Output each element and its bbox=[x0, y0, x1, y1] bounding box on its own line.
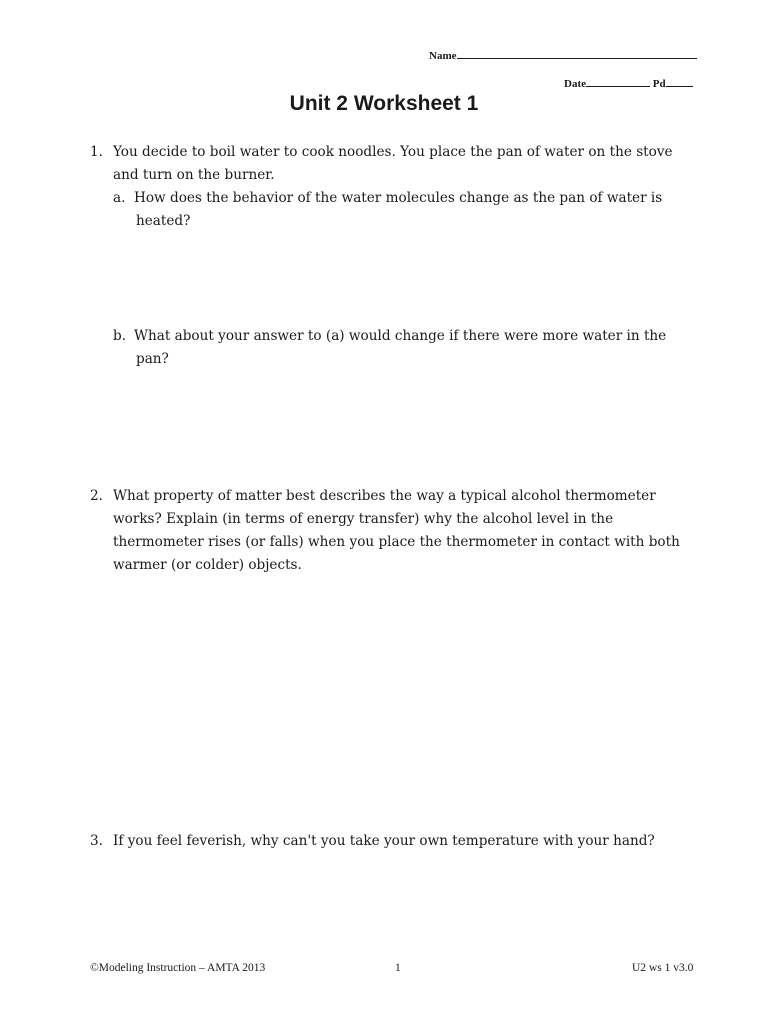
footer-copyright: ©Modeling Instruction – AMTA 2013 bbox=[90, 962, 266, 974]
question-1a-label: a. bbox=[113, 190, 126, 206]
question-1a-line-1: How does the behavior of the water molecules change as the pan of water is bbox=[134, 190, 663, 206]
question-3 bbox=[90, 830, 720, 860]
question-2-number: 2. bbox=[90, 488, 103, 504]
date-blank[interactable] bbox=[586, 75, 650, 87]
question-2-line-4: warmer (or colder) objects. bbox=[113, 557, 302, 573]
name-blank[interactable] bbox=[457, 47, 697, 59]
footer-version: U2 ws 1 v3.0 bbox=[632, 962, 694, 974]
period-label: Pd bbox=[652, 78, 666, 90]
name-field[interactable] bbox=[429, 47, 697, 62]
page-title: Unit 2 Worksheet 1 bbox=[289, 92, 479, 115]
question-1-number: 1. bbox=[90, 144, 103, 160]
question-1b bbox=[113, 325, 713, 375]
question-1a-line-2: heated? bbox=[136, 213, 191, 229]
question-1b-line-2: pan? bbox=[136, 351, 169, 367]
question-2 bbox=[90, 485, 720, 585]
footer-page-number: 1 bbox=[395, 962, 401, 974]
period-blank[interactable] bbox=[666, 75, 693, 87]
name-label: Name bbox=[429, 50, 457, 62]
question-3-number: 3. bbox=[90, 833, 103, 849]
question-2-line-3: thermometer rises (or falls) when you place the thermometer in contact with both bbox=[113, 534, 680, 550]
question-1a bbox=[113, 187, 713, 237]
question-1-line-2: and turn on the burner. bbox=[113, 167, 275, 183]
question-2-line-2: works? Explain (in terms of energy transfer) why the alcohol level in the bbox=[113, 511, 614, 527]
question-1b-line-1: What about your answer to (a) would change if there were more water in the bbox=[134, 328, 667, 344]
question-1b-label: b. bbox=[113, 328, 127, 344]
date-period-field[interactable] bbox=[564, 75, 693, 90]
question-2-line-1: What property of matter best describes the way a typical alcohol thermometer bbox=[113, 488, 656, 504]
question-1-line-1: You decide to boil water to cook noodles. You place the pan of water on the stove bbox=[113, 144, 673, 160]
question-3-line-1: If you feel feverish, why can't you take your own temperature with your hand? bbox=[113, 833, 655, 849]
date-label: Date bbox=[564, 78, 586, 90]
